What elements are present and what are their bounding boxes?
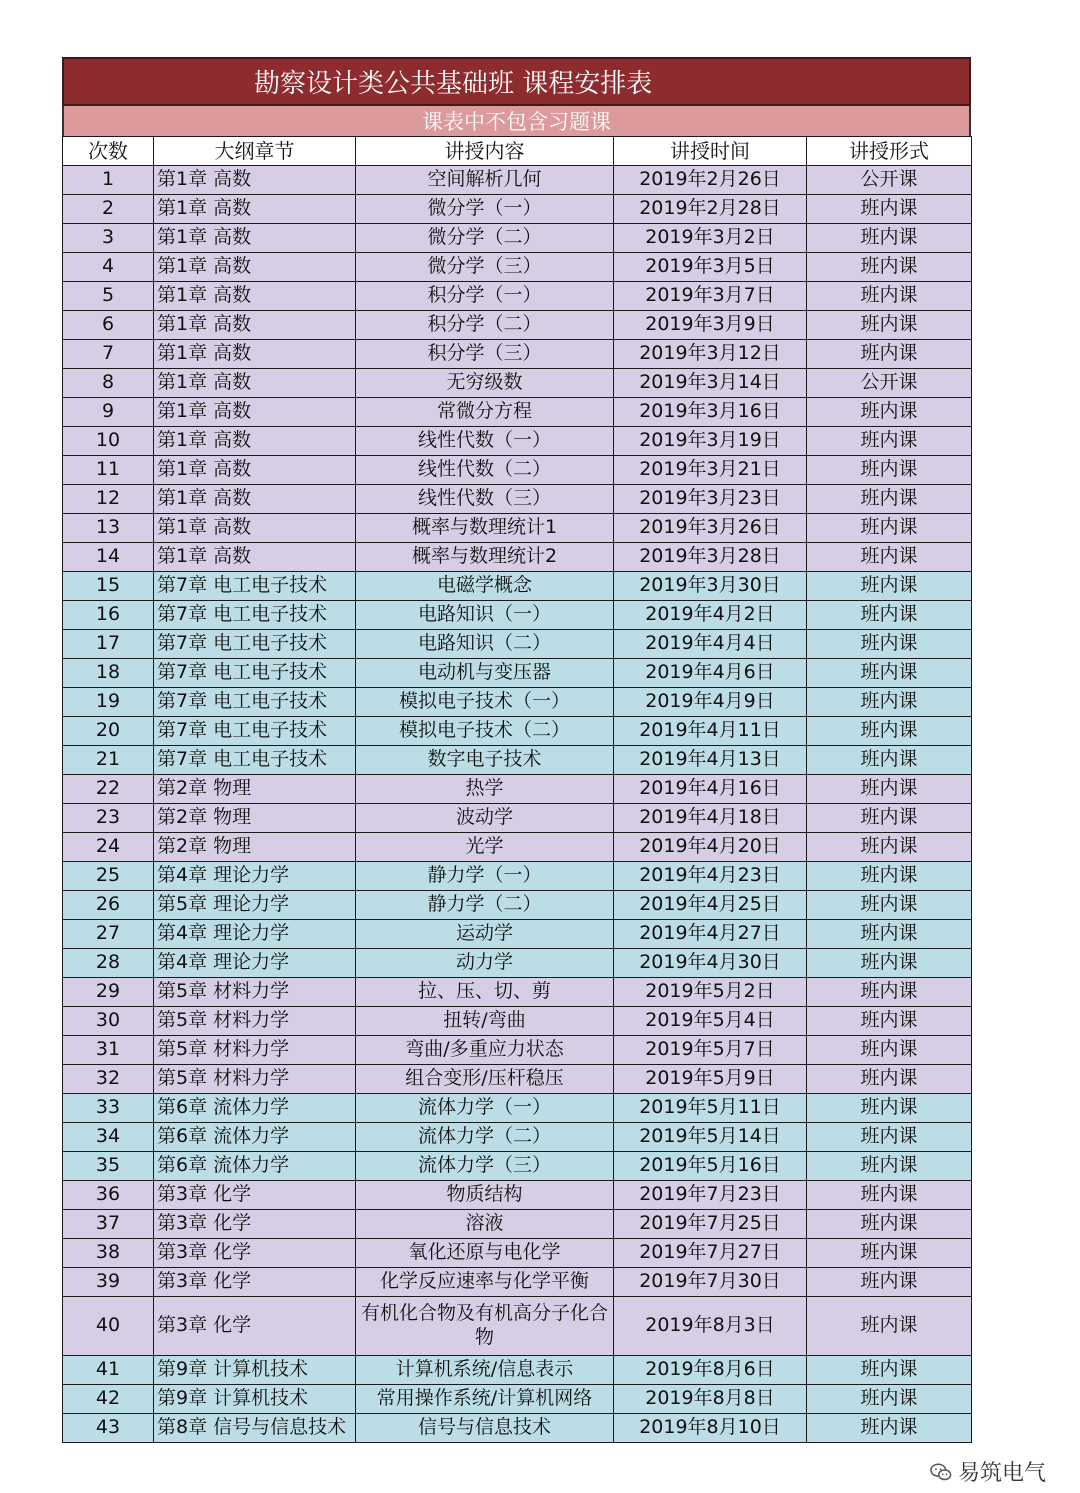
cell-chapter: 第1章 高数 xyxy=(154,398,356,427)
cell-form: 班内课 xyxy=(807,572,972,601)
cell-date: 2019年3月21日 xyxy=(614,456,807,485)
cell-content: 微分学（一） xyxy=(356,195,614,224)
cell-form: 班内课 xyxy=(807,398,972,427)
cell-date: 2019年3月2日 xyxy=(614,224,807,253)
cell-content: 光学 xyxy=(356,833,614,862)
cell-no: 29 xyxy=(63,978,154,1007)
table-body xyxy=(63,166,972,1443)
cell-date: 2019年5月9日 xyxy=(614,1065,807,1094)
cell-no: 37 xyxy=(63,1210,154,1239)
cell-chapter: 第3章 化学 xyxy=(154,1268,356,1297)
cell-form: 班内课 xyxy=(807,978,972,1007)
cell-chapter: 第1章 高数 xyxy=(154,514,356,543)
cell-no: 13 xyxy=(63,514,154,543)
table-row xyxy=(63,543,972,572)
cell-form: 班内课 xyxy=(807,224,972,253)
cell-form: 班内课 xyxy=(807,659,972,688)
cell-date: 2019年5月4日 xyxy=(614,1007,807,1036)
cell-chapter: 第3章 化学 xyxy=(154,1239,356,1268)
cell-date: 2019年5月7日 xyxy=(614,1036,807,1065)
cell-content: 积分学（三） xyxy=(356,340,614,369)
table-row xyxy=(63,1094,972,1123)
cell-form: 班内课 xyxy=(807,340,972,369)
cell-content: 模拟电子技术（一） xyxy=(356,688,614,717)
cell-no: 42 xyxy=(63,1385,154,1414)
cell-form: 班内课 xyxy=(807,746,972,775)
table-row xyxy=(63,1414,972,1443)
cell-content: 流体力学（三） xyxy=(356,1152,614,1181)
cell-no: 17 xyxy=(63,630,154,659)
cell-chapter: 第2章 物理 xyxy=(154,775,356,804)
table-row xyxy=(63,949,972,978)
header-cell-form: 讲授形式 xyxy=(807,137,972,166)
cell-date: 2019年4月23日 xyxy=(614,862,807,891)
cell-date: 2019年4月30日 xyxy=(614,949,807,978)
table-row xyxy=(63,862,972,891)
cell-date: 2019年4月13日 xyxy=(614,746,807,775)
cell-date: 2019年3月14日 xyxy=(614,369,807,398)
table-row xyxy=(63,514,972,543)
cell-date: 2019年3月16日 xyxy=(614,398,807,427)
cell-form: 班内课 xyxy=(807,1297,972,1356)
cell-form: 班内课 xyxy=(807,1181,972,1210)
table-row xyxy=(63,1239,972,1268)
table-row xyxy=(63,804,972,833)
cell-date: 2019年7月23日 xyxy=(614,1181,807,1210)
cell-no: 18 xyxy=(63,659,154,688)
cell-content: 常用操作系统/计算机网络 xyxy=(356,1385,614,1414)
cell-date: 2019年4月6日 xyxy=(614,659,807,688)
cell-no: 43 xyxy=(63,1414,154,1443)
cell-chapter: 第9章 计算机技术 xyxy=(154,1385,356,1414)
table-row xyxy=(63,1210,972,1239)
table-row xyxy=(63,1065,972,1094)
cell-content: 流体力学（二） xyxy=(356,1123,614,1152)
table-row xyxy=(63,572,972,601)
cell-chapter: 第6章 流体力学 xyxy=(154,1094,356,1123)
schedule-table xyxy=(62,136,972,1443)
cell-form: 班内课 xyxy=(807,514,972,543)
cell-form: 班内课 xyxy=(807,456,972,485)
cell-form: 公开课 xyxy=(807,166,972,195)
cell-form: 班内课 xyxy=(807,1414,972,1443)
cell-chapter: 第7章 电工电子技术 xyxy=(154,572,356,601)
cell-no: 36 xyxy=(63,1181,154,1210)
cell-form: 班内课 xyxy=(807,195,972,224)
cell-no: 7 xyxy=(63,340,154,369)
cell-content: 无穷级数 xyxy=(356,369,614,398)
cell-no: 31 xyxy=(63,1036,154,1065)
cell-date: 2019年3月5日 xyxy=(614,253,807,282)
table-row xyxy=(63,920,972,949)
cell-date: 2019年7月30日 xyxy=(614,1268,807,1297)
header-cell-content: 讲授内容 xyxy=(356,137,614,166)
cell-chapter: 第5章 理论力学 xyxy=(154,891,356,920)
cell-chapter: 第4章 理论力学 xyxy=(154,920,356,949)
table-row xyxy=(63,253,972,282)
cell-form: 班内课 xyxy=(807,601,972,630)
cell-date: 2019年2月28日 xyxy=(614,195,807,224)
cell-chapter: 第1章 高数 xyxy=(154,456,356,485)
cell-chapter: 第8章 信号与信息技术 xyxy=(154,1414,356,1443)
cell-form: 班内课 xyxy=(807,1385,972,1414)
cell-no: 15 xyxy=(63,572,154,601)
cell-chapter: 第4章 理论力学 xyxy=(154,862,356,891)
cell-form: 班内课 xyxy=(807,543,972,572)
cell-no: 22 xyxy=(63,775,154,804)
cell-no: 1 xyxy=(63,166,154,195)
cell-form: 班内课 xyxy=(807,891,972,920)
wechat-icon xyxy=(930,1461,952,1483)
cell-chapter: 第1章 高数 xyxy=(154,485,356,514)
cell-date: 2019年3月12日 xyxy=(614,340,807,369)
cell-content: 电路知识（二） xyxy=(356,630,614,659)
cell-chapter: 第1章 高数 xyxy=(154,253,356,282)
cell-form: 班内课 xyxy=(807,1152,972,1181)
cell-form: 班内课 xyxy=(807,775,972,804)
cell-content: 积分学（一） xyxy=(356,282,614,311)
table-row xyxy=(63,1152,972,1181)
cell-date: 2019年3月19日 xyxy=(614,427,807,456)
cell-date: 2019年8月8日 xyxy=(614,1385,807,1414)
cell-no: 2 xyxy=(63,195,154,224)
cell-form: 班内课 xyxy=(807,1239,972,1268)
cell-form: 班内课 xyxy=(807,949,972,978)
header-cell-no: 次数 xyxy=(63,137,154,166)
cell-date: 2019年3月26日 xyxy=(614,514,807,543)
cell-chapter: 第1章 高数 xyxy=(154,311,356,340)
cell-chapter: 第4章 理论力学 xyxy=(154,949,356,978)
cell-no: 27 xyxy=(63,920,154,949)
cell-form: 班内课 xyxy=(807,311,972,340)
cell-no: 9 xyxy=(63,398,154,427)
cell-content: 组合变形/压杆稳压 xyxy=(356,1065,614,1094)
table-row xyxy=(63,833,972,862)
cell-form: 班内课 xyxy=(807,485,972,514)
cell-no: 20 xyxy=(63,717,154,746)
table-row xyxy=(63,1036,972,1065)
schedule-sheet xyxy=(62,57,971,1443)
cell-content: 物质结构 xyxy=(356,1181,614,1210)
cell-no: 16 xyxy=(63,601,154,630)
table-row xyxy=(63,1123,972,1152)
table-row xyxy=(63,456,972,485)
cell-chapter: 第5章 材料力学 xyxy=(154,978,356,1007)
cell-chapter: 第3章 化学 xyxy=(154,1181,356,1210)
cell-content: 线性代数（三） xyxy=(356,485,614,514)
cell-chapter: 第7章 电工电子技术 xyxy=(154,717,356,746)
table-row xyxy=(63,166,972,195)
cell-chapter: 第1章 高数 xyxy=(154,195,356,224)
cell-content: 有机化合物及有机高分子化合物 xyxy=(356,1297,614,1356)
table-row xyxy=(63,630,972,659)
cell-content: 空间解析几何 xyxy=(356,166,614,195)
cell-no: 10 xyxy=(63,427,154,456)
cell-form: 班内课 xyxy=(807,1356,972,1385)
cell-no: 34 xyxy=(63,1123,154,1152)
cell-chapter: 第7章 电工电子技术 xyxy=(154,601,356,630)
cell-date: 2019年4月25日 xyxy=(614,891,807,920)
cell-content: 流体力学（一） xyxy=(356,1094,614,1123)
cell-chapter: 第5章 材料力学 xyxy=(154,1036,356,1065)
cell-no: 32 xyxy=(63,1065,154,1094)
cell-date: 2019年3月23日 xyxy=(614,485,807,514)
cell-date: 2019年4月4日 xyxy=(614,630,807,659)
cell-no: 23 xyxy=(63,804,154,833)
table-row xyxy=(63,398,972,427)
table-row xyxy=(63,224,972,253)
cell-no: 21 xyxy=(63,746,154,775)
cell-chapter: 第1章 高数 xyxy=(154,543,356,572)
cell-chapter: 第6章 流体力学 xyxy=(154,1123,356,1152)
table-row xyxy=(63,427,972,456)
cell-chapter: 第2章 物理 xyxy=(154,804,356,833)
cell-content: 数字电子技术 xyxy=(356,746,614,775)
table-row xyxy=(63,717,972,746)
cell-content: 线性代数（二） xyxy=(356,456,614,485)
table-row xyxy=(63,1356,972,1385)
cell-chapter: 第2章 物理 xyxy=(154,833,356,862)
page-title: 勘察设计类公共基础班 课程安排表 xyxy=(62,57,971,106)
cell-date: 2019年8月6日 xyxy=(614,1356,807,1385)
cell-form: 班内课 xyxy=(807,630,972,659)
cell-no: 35 xyxy=(63,1152,154,1181)
cell-content: 氧化还原与电化学 xyxy=(356,1239,614,1268)
cell-form: 班内课 xyxy=(807,1123,972,1152)
cell-content: 热学 xyxy=(356,775,614,804)
cell-no: 19 xyxy=(63,688,154,717)
cell-date: 2019年4月9日 xyxy=(614,688,807,717)
cell-chapter: 第5章 材料力学 xyxy=(154,1007,356,1036)
table-row xyxy=(63,1007,972,1036)
cell-date: 2019年3月7日 xyxy=(614,282,807,311)
cell-no: 26 xyxy=(63,891,154,920)
cell-form: 班内课 xyxy=(807,717,972,746)
table-row xyxy=(63,1181,972,1210)
subtitle-note: 课表中不包含习题课 xyxy=(62,106,971,136)
cell-form: 班内课 xyxy=(807,427,972,456)
cell-date: 2019年5月14日 xyxy=(614,1123,807,1152)
table-row xyxy=(63,891,972,920)
cell-no: 8 xyxy=(63,369,154,398)
cell-content: 运动学 xyxy=(356,920,614,949)
cell-date: 2019年4月2日 xyxy=(614,601,807,630)
cell-date: 2019年7月27日 xyxy=(614,1239,807,1268)
cell-date: 2019年4月18日 xyxy=(614,804,807,833)
cell-no: 4 xyxy=(63,253,154,282)
cell-content: 波动学 xyxy=(356,804,614,833)
cell-chapter: 第1章 高数 xyxy=(154,340,356,369)
cell-form: 班内课 xyxy=(807,282,972,311)
cell-no: 33 xyxy=(63,1094,154,1123)
cell-form: 公开课 xyxy=(807,369,972,398)
table-row xyxy=(63,1385,972,1414)
cell-date: 2019年8月3日 xyxy=(614,1297,807,1356)
cell-chapter: 第7章 电工电子技术 xyxy=(154,659,356,688)
cell-date: 2019年5月2日 xyxy=(614,978,807,1007)
cell-no: 14 xyxy=(63,543,154,572)
table-row xyxy=(63,485,972,514)
table-row xyxy=(63,688,972,717)
cell-no: 25 xyxy=(63,862,154,891)
table-row xyxy=(63,978,972,1007)
cell-date: 2019年4月16日 xyxy=(614,775,807,804)
cell-content: 信号与信息技术 xyxy=(356,1414,614,1443)
cell-content: 动力学 xyxy=(356,949,614,978)
watermark-text: 易筑电气 xyxy=(957,1461,1046,1486)
table-row xyxy=(63,659,972,688)
table-row xyxy=(63,1268,972,1297)
header-cell-chapter: 大纲章节 xyxy=(154,137,356,166)
cell-content: 静力学（二） xyxy=(356,891,614,920)
header-row xyxy=(63,137,972,166)
cell-chapter: 第7章 电工电子技术 xyxy=(154,746,356,775)
cell-date: 2019年4月11日 xyxy=(614,717,807,746)
cell-content: 概率与数理统计2 xyxy=(356,543,614,572)
cell-content: 化学反应速率与化学平衡 xyxy=(356,1268,614,1297)
cell-content: 弯曲/多重应力状态 xyxy=(356,1036,614,1065)
cell-content: 模拟电子技术（二） xyxy=(356,717,614,746)
cell-chapter: 第9章 计算机技术 xyxy=(154,1356,356,1385)
table-row xyxy=(63,775,972,804)
cell-no: 41 xyxy=(63,1356,154,1385)
cell-no: 39 xyxy=(63,1268,154,1297)
header-cell-date: 讲授时间 xyxy=(614,137,807,166)
cell-no: 6 xyxy=(63,311,154,340)
table-row xyxy=(63,340,972,369)
cell-no: 30 xyxy=(63,1007,154,1036)
cell-content: 微分学（二） xyxy=(356,224,614,253)
table-row xyxy=(63,601,972,630)
cell-date: 2019年4月27日 xyxy=(614,920,807,949)
cell-content: 概率与数理统计1 xyxy=(356,514,614,543)
cell-form: 班内课 xyxy=(807,1007,972,1036)
cell-chapter: 第5章 材料力学 xyxy=(154,1065,356,1094)
cell-date: 2019年5月16日 xyxy=(614,1152,807,1181)
cell-content: 常微分方程 xyxy=(356,398,614,427)
cell-chapter: 第1章 高数 xyxy=(154,369,356,398)
table-row xyxy=(63,282,972,311)
cell-form: 班内课 xyxy=(807,1210,972,1239)
cell-no: 24 xyxy=(63,833,154,862)
cell-no: 28 xyxy=(63,949,154,978)
cell-chapter: 第1章 高数 xyxy=(154,282,356,311)
cell-date: 2019年3月9日 xyxy=(614,311,807,340)
table-row xyxy=(63,311,972,340)
table-row xyxy=(63,369,972,398)
cell-date: 2019年4月20日 xyxy=(614,833,807,862)
cell-form: 班内课 xyxy=(807,920,972,949)
cell-content: 溶液 xyxy=(356,1210,614,1239)
cell-content: 电路知识（一） xyxy=(356,601,614,630)
cell-form: 班内课 xyxy=(807,1036,972,1065)
cell-form: 班内课 xyxy=(807,1065,972,1094)
cell-content: 电动机与变压器 xyxy=(356,659,614,688)
cell-no: 12 xyxy=(63,485,154,514)
table-row xyxy=(63,746,972,775)
cell-form: 班内课 xyxy=(807,804,972,833)
cell-content: 积分学（二） xyxy=(356,311,614,340)
cell-content: 扭转/弯曲 xyxy=(356,1007,614,1036)
cell-form: 班内课 xyxy=(807,1094,972,1123)
cell-date: 2019年2月26日 xyxy=(614,166,807,195)
cell-date: 2019年5月11日 xyxy=(614,1094,807,1123)
table-row xyxy=(63,195,972,224)
cell-date: 2019年7月25日 xyxy=(614,1210,807,1239)
cell-no: 11 xyxy=(63,456,154,485)
cell-no: 40 xyxy=(63,1297,154,1356)
cell-form: 班内课 xyxy=(807,862,972,891)
cell-form: 班内课 xyxy=(807,1268,972,1297)
cell-no: 3 xyxy=(63,224,154,253)
cell-chapter: 第1章 高数 xyxy=(154,224,356,253)
watermark xyxy=(926,1456,1050,1487)
cell-chapter: 第6章 流体力学 xyxy=(154,1152,356,1181)
cell-chapter: 第3章 化学 xyxy=(154,1297,356,1356)
cell-form: 班内课 xyxy=(807,833,972,862)
cell-content: 计算机系统/信息表示 xyxy=(356,1356,614,1385)
cell-content: 静力学（一） xyxy=(356,862,614,891)
cell-chapter: 第7章 电工电子技术 xyxy=(154,630,356,659)
cell-chapter: 第1章 高数 xyxy=(154,427,356,456)
cell-date: 2019年3月28日 xyxy=(614,543,807,572)
cell-content: 电磁学概念 xyxy=(356,572,614,601)
cell-date: 2019年8月10日 xyxy=(614,1414,807,1443)
cell-content: 微分学（三） xyxy=(356,253,614,282)
cell-form: 班内课 xyxy=(807,688,972,717)
cell-content: 拉、压、切、剪 xyxy=(356,978,614,1007)
cell-chapter: 第7章 电工电子技术 xyxy=(154,688,356,717)
table-row xyxy=(63,1297,972,1356)
cell-chapter: 第1章 高数 xyxy=(154,166,356,195)
cell-content: 线性代数（一） xyxy=(356,427,614,456)
cell-chapter: 第3章 化学 xyxy=(154,1210,356,1239)
cell-date: 2019年3月30日 xyxy=(614,572,807,601)
cell-no: 5 xyxy=(63,282,154,311)
cell-form: 班内课 xyxy=(807,253,972,282)
cell-no: 38 xyxy=(63,1239,154,1268)
